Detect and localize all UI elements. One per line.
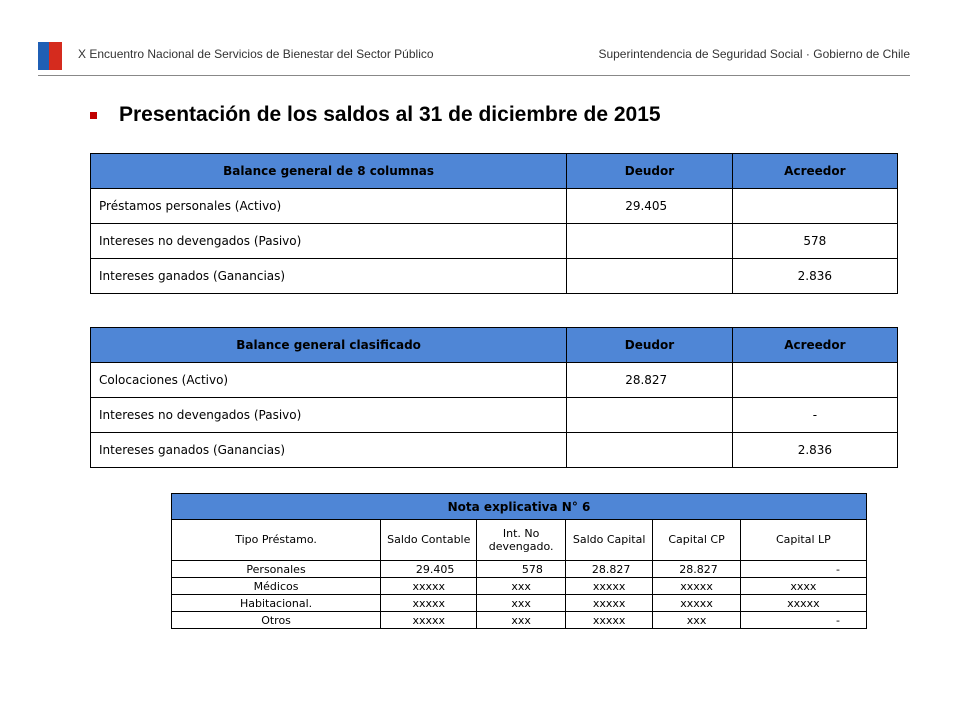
row-label: Intereses no devengados (Pasivo)	[91, 224, 567, 259]
acreedor-value: 2.836	[732, 259, 897, 294]
tipo-prestamo-cell: Personales	[172, 561, 381, 578]
deudor-value: 28.827	[567, 363, 733, 398]
row-label: Intereses ganados (Ganancias)	[91, 259, 567, 294]
header-capital-lp: Capital LP	[740, 520, 866, 561]
note-title: Nota explicativa N° 6	[172, 494, 867, 520]
deudor-value	[567, 433, 733, 468]
table-row	[172, 612, 867, 629]
table-row	[172, 595, 867, 612]
header-tipo-prestamo: Tipo Préstamo.	[172, 520, 381, 561]
capital-lp-cell: xxxxx	[740, 595, 866, 612]
deudor-value: 29.405	[567, 189, 733, 224]
table-header-row	[91, 154, 898, 189]
note-title-row	[172, 494, 867, 520]
saldo-contable-cell: xxxxx	[381, 595, 477, 612]
tipo-prestamo-cell: Médicos	[172, 578, 381, 595]
deudor-value	[567, 398, 733, 433]
int-no-devengado-cell: 578	[477, 561, 566, 578]
flag-blue-band	[38, 42, 49, 70]
table-row	[91, 433, 898, 468]
header-acreedor: Acreedor	[732, 328, 897, 363]
capital-cp-cell: xxxxx	[653, 595, 740, 612]
int-no-devengado-cell: xxx	[477, 612, 566, 629]
deudor-value	[567, 224, 733, 259]
saldo-contable-cell: 29.405	[381, 561, 477, 578]
table-row	[172, 578, 867, 595]
flag-red-band	[49, 42, 62, 70]
saldo-capital-cell: xxxxx	[565, 612, 652, 629]
slide-title: Presentación de los saldos al 31 de diciembre de 2015	[119, 103, 661, 126]
int-no-devengado-cell: xxx	[477, 595, 566, 612]
row-label: Préstamos personales (Activo)	[91, 189, 567, 224]
capital-lp-cell: -	[740, 561, 866, 578]
table-row	[91, 363, 898, 398]
capital-lp-cell: xxxx	[740, 578, 866, 595]
acreedor-value	[732, 189, 897, 224]
square-bullet-icon	[90, 112, 97, 119]
int-no-devengado-cell: xxx	[477, 578, 566, 595]
balance-clasificado-table	[90, 327, 898, 468]
acreedor-value: 2.836	[732, 433, 897, 468]
header-saldo-contable: Saldo Contable	[381, 520, 477, 561]
deudor-value	[567, 259, 733, 294]
capital-cp-cell: xxx	[653, 612, 740, 629]
header-concept: Balance general de 8 columnas	[91, 154, 567, 189]
saldo-contable-cell: xxxxx	[381, 612, 477, 629]
header-int-no-devengado: Int. No devengado.	[477, 520, 566, 561]
acreedor-value: -	[732, 398, 897, 433]
slide-title-row	[90, 103, 661, 127]
table-row	[91, 259, 898, 294]
header-acreedor: Acreedor	[732, 154, 897, 189]
saldo-capital-cell: xxxxx	[565, 578, 652, 595]
header-deudor: Deudor	[567, 154, 733, 189]
table-header-row	[91, 328, 898, 363]
tipo-prestamo-cell: Otros	[172, 612, 381, 629]
saldo-capital-cell: 28.827	[565, 561, 652, 578]
capital-cp-cell: xxxxx	[653, 578, 740, 595]
table-row	[91, 189, 898, 224]
header-capital-cp: Capital CP	[653, 520, 740, 561]
header-saldo-capital: Saldo Capital	[565, 520, 652, 561]
header-event-title: X Encuentro Nacional de Servicios de Bienestar del Sector Público	[78, 47, 434, 61]
header-divider	[38, 75, 910, 76]
table-row	[172, 561, 867, 578]
chile-flag-logo	[38, 42, 62, 70]
saldo-capital-cell: xxxxx	[565, 595, 652, 612]
capital-cp-cell: 28.827	[653, 561, 740, 578]
row-label: Intereses no devengados (Pasivo)	[91, 398, 567, 433]
header-deudor: Deudor	[567, 328, 733, 363]
row-label: Intereses ganados (Ganancias)	[91, 433, 567, 468]
header-organization: Superintendencia de Seguridad Social · Gobierno de Chile	[598, 47, 910, 61]
table-row	[91, 224, 898, 259]
balance-8-columnas-table	[90, 153, 898, 294]
nota-explicativa-table	[171, 493, 867, 629]
acreedor-value: 578	[732, 224, 897, 259]
header-concept: Balance general clasificado	[91, 328, 567, 363]
row-label: Colocaciones (Activo)	[91, 363, 567, 398]
capital-lp-cell: -	[740, 612, 866, 629]
acreedor-value	[732, 363, 897, 398]
saldo-contable-cell: xxxxx	[381, 578, 477, 595]
table-header-row	[172, 520, 867, 561]
tipo-prestamo-cell: Habitacional.	[172, 595, 381, 612]
table-row	[91, 398, 898, 433]
